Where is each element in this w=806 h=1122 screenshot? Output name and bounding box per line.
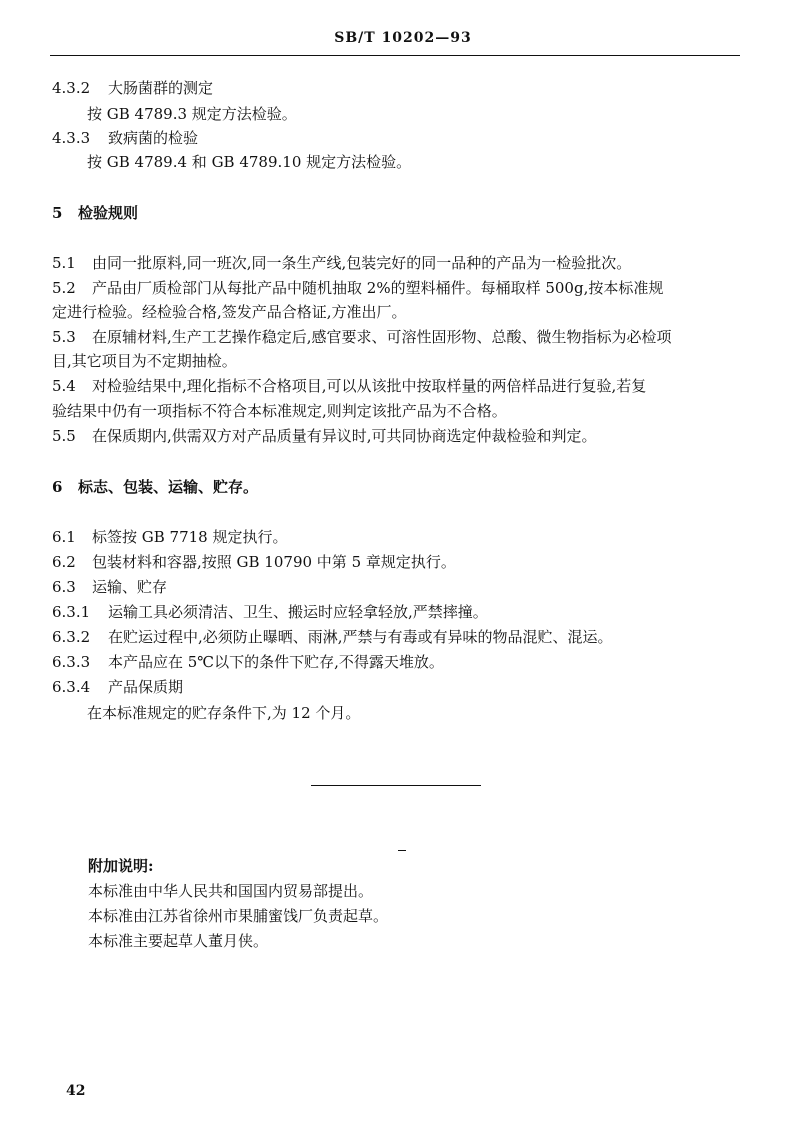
clause-number: 4.3.2 (52, 79, 91, 97)
clause-5-4-cont: 验结果中仍有一项指标不符合本标准规定,则判定该批产品为不合格。 (52, 402, 507, 420)
clause-5-2-cont: 定进行检验。经检验合格,签发产品合格证,方准出厂。 (52, 303, 407, 321)
clause-4-3-3-body: 按 GB 4789.4 和 GB 4789.10 规定方法检验。 (87, 153, 412, 171)
section-6-heading (52, 477, 258, 497)
additional-note-line: 本标准由中华人民共和国国内贸易部提出。 (88, 882, 374, 900)
clause-title: 致病菌的检验 (108, 129, 199, 147)
clause-text: 由同一批原料,同一班次,同一条生产线,包装完好的同一品种的产品为一检验批次。 (92, 254, 632, 272)
clause-4-3-3 (52, 128, 198, 148)
clause-5-5 (52, 426, 597, 446)
clause-6-1 (52, 527, 287, 547)
clause-text: 产品保质期 (108, 678, 184, 696)
clause-number: 5.3 (52, 328, 76, 346)
clause-text: 标签按 GB 7718 规定执行。 (92, 528, 288, 546)
clause-6-2 (52, 552, 456, 572)
clause-number: 6.3 (52, 578, 76, 596)
clause-number: 5.1 (52, 254, 76, 272)
clause-4-3-2-body: 按 GB 4789.3 规定方法检验。 (87, 105, 297, 123)
additional-note-line: 本标准由江苏省徐州市果脯蜜饯厂负责起草。 (88, 907, 389, 925)
clause-number: 6.2 (52, 553, 76, 571)
section-5-heading (52, 203, 138, 223)
clause-number: 4.3.3 (52, 129, 91, 147)
clause-text: 运输、贮存 (92, 578, 168, 596)
clause-text: 包装材料和容器,按照 GB 10790 中第 5 章规定执行。 (92, 553, 456, 571)
clause-title: 大肠菌群的测定 (108, 79, 214, 97)
section-title: 标志、包装、运输、贮存。 (78, 478, 259, 496)
additional-note-line: 本标准主要起草人董月侠。 (88, 932, 269, 950)
page-number: 42 (66, 1083, 86, 1099)
clause-6-3-4 (52, 677, 183, 697)
clause-number: 6.1 (52, 528, 76, 546)
short-dash-mark (398, 850, 406, 851)
clause-number: 6.3.2 (52, 628, 91, 646)
clause-text: 本产品应在 5℃以下的条件下贮存,不得露天堆放。 (108, 653, 444, 671)
header-rule (50, 55, 740, 56)
clause-number: 5.2 (52, 279, 76, 297)
clause-number: 6.3.4 (52, 678, 91, 696)
clause-5-2 (52, 278, 663, 298)
clause-6-3-3 (52, 652, 444, 672)
section-number: 5 (52, 204, 63, 222)
section-title: 检验规则 (78, 204, 139, 222)
clause-6-3-4-body: 在本标准规定的贮存条件下,为 12 个月。 (87, 704, 361, 722)
clause-4-3-2 (52, 78, 213, 98)
clause-text: 在保质期内,供需双方对产品质量有异议时,可共同协商选定仲裁检验和判定。 (92, 427, 597, 445)
clause-6-3 (52, 577, 167, 597)
clause-text: 对检验结果中,理化指标不合格项目,可以从该批中按取样量的两倍样品进行复验,若复 (92, 377, 647, 395)
section-number: 6 (52, 478, 63, 496)
clause-number: 6.3.3 (52, 653, 91, 671)
clause-5-4 (52, 376, 646, 396)
clause-text: 在原辅材料,生产工艺操作稳定后,感官要求、可溶性固形物、总酸、微生物指标为必检项 (92, 328, 672, 346)
additional-notes-title: 附加说明: (88, 857, 154, 875)
clause-number: 5.5 (52, 427, 76, 445)
end-of-text-rule (311, 785, 481, 786)
clause-5-1 (52, 253, 631, 273)
clause-6-3-2 (52, 627, 613, 647)
clause-number: 5.4 (52, 377, 76, 395)
clause-5-3-cont: 目,其它项目为不定期抽检。 (52, 352, 237, 370)
clause-text: 运输工具必须清洁、卫生、搬运时应轻拿轻放,严禁摔撞。 (108, 603, 488, 621)
clause-number: 6.3.1 (52, 603, 91, 621)
clause-6-3-1 (52, 602, 488, 622)
clause-text: 产品由厂质检部门从每批产品中随机抽取 2%的塑料桶件。每桶取样 500g,按本标准规 (92, 279, 664, 297)
clause-text: 在贮运过程中,必须防止曝晒、雨淋,严禁与有毒或有异味的物品混贮、混运。 (108, 628, 613, 646)
standard-number-header: SB/T 10202—93 (334, 30, 472, 46)
clause-5-3 (52, 327, 672, 347)
